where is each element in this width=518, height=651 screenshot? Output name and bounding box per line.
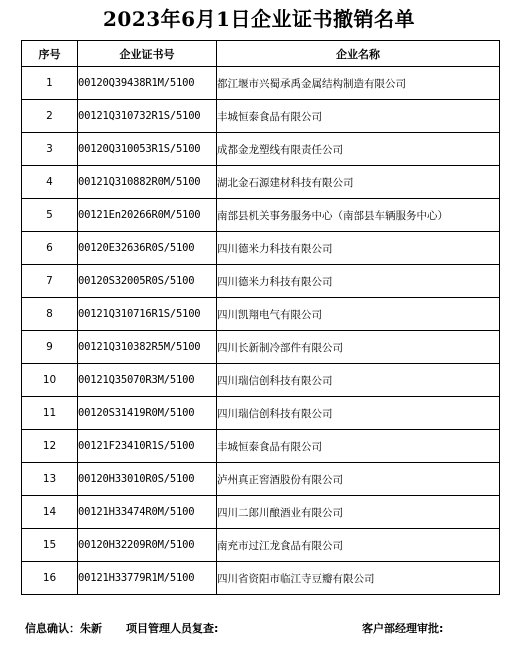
- table-row: [22, 265, 500, 298]
- row-cert-number: 00120S32005R0S/5100: [78, 265, 217, 298]
- row-company-name: 都江堰市兴蜀承禹金属结构制造有限公司: [217, 67, 500, 100]
- table-header-row: [22, 41, 500, 67]
- row-cert-number: 00121Q310732R1S/5100: [78, 100, 217, 133]
- row-seq: 16: [22, 562, 78, 595]
- row-company-name: 四川瑞信创科技有限公司: [217, 364, 500, 397]
- table-row: [22, 232, 500, 265]
- row-company-name: 丰城恒泰食品有限公司: [217, 100, 500, 133]
- row-company-name: 泸州真正窖酒股份有限公司: [217, 463, 500, 496]
- row-company-name: 四川省资阳市临江寺豆瓣有限公司: [217, 562, 500, 595]
- table-row: [22, 397, 500, 430]
- row-company-name: 湖北金石源建材科技有限公司: [217, 166, 500, 199]
- table-row: [22, 430, 500, 463]
- table-row: [22, 463, 500, 496]
- signature-footer: [0, 620, 518, 636]
- row-seq: 5: [22, 199, 78, 232]
- table-row: [22, 562, 500, 595]
- row-cert-number: 00120Q310053R1S/5100: [78, 133, 217, 166]
- row-cert-number: 00120E32636R0S/5100: [78, 232, 217, 265]
- row-company-name: 四川德米力科技有限公司: [217, 232, 500, 265]
- row-cert-number: 00120H33010R0S/5100: [78, 463, 217, 496]
- row-seq: 2: [22, 100, 78, 133]
- row-cert-number: 00121Q310382R5M/5100: [78, 331, 217, 364]
- table-row: [22, 529, 500, 562]
- row-seq: 11: [22, 397, 78, 430]
- row-seq: 3: [22, 133, 78, 166]
- row-seq: 9: [22, 331, 78, 364]
- row-seq: 13: [22, 463, 78, 496]
- header-company-name: 企业名称: [217, 41, 500, 67]
- header-seq: 序号: [22, 41, 78, 67]
- row-cert-number: 00120S31419R0M/5100: [78, 397, 217, 430]
- row-seq: 10: [22, 364, 78, 397]
- table-row: [22, 199, 500, 232]
- row-company-name: 四川德米力科技有限公司: [217, 265, 500, 298]
- row-cert-number: 00121H33779R1M/5100: [78, 562, 217, 595]
- manager-approval-label: 客户部经理审批:: [362, 622, 444, 635]
- row-seq: 15: [22, 529, 78, 562]
- row-company-name: 南充市过江龙食品有限公司: [217, 529, 500, 562]
- row-seq: 12: [22, 430, 78, 463]
- row-seq: 8: [22, 298, 78, 331]
- row-seq: 6: [22, 232, 78, 265]
- row-company-name: 四川二郎川酿酒业有限公司: [217, 496, 500, 529]
- table-row: [22, 133, 500, 166]
- table-row: [22, 331, 500, 364]
- table-row: [22, 100, 500, 133]
- row-company-name: 四川长新制冷部件有限公司: [217, 331, 500, 364]
- row-cert-number: 00121F23410R1S/5100: [78, 430, 217, 463]
- row-seq: 1: [22, 67, 78, 100]
- row-cert-number: 00121H33474R0M/5100: [78, 496, 217, 529]
- row-seq: 14: [22, 496, 78, 529]
- revocation-table: [21, 40, 500, 595]
- row-company-name: 四川凯翔电气有限公司: [217, 298, 500, 331]
- row-cert-number: 00120Q39438R1M/5100: [78, 67, 217, 100]
- row-cert-number: 00121Q35070R3M/5100: [78, 364, 217, 397]
- row-seq: 4: [22, 166, 78, 199]
- table-body: [22, 67, 500, 595]
- header-cert-number: 企业证书号: [78, 41, 217, 67]
- row-company-name: 南部县机关事务服务中心（南部县车辆服务中心）: [217, 199, 500, 232]
- row-company-name: 丰城恒泰食品有限公司: [217, 430, 500, 463]
- row-seq: 7: [22, 265, 78, 298]
- info-confirm-label: 信息确认：朱新: [25, 622, 102, 635]
- table-row: [22, 166, 500, 199]
- table-row: [22, 364, 500, 397]
- row-cert-number: 00121Q310882R0M/5100: [78, 166, 217, 199]
- table-row: [22, 67, 500, 100]
- project-review-label: 项目管理人员复查:: [126, 622, 219, 635]
- row-cert-number: 00121En20266R0M/5100: [78, 199, 217, 232]
- document-title: 2023年6月1日企业证书撤销名单: [103, 7, 415, 31]
- row-company-name: 成都金龙塑线有限责任公司: [217, 133, 500, 166]
- row-cert-number: 00120H32209R0M/5100: [78, 529, 217, 562]
- row-cert-number: 00121Q310716R1S/5100: [78, 298, 217, 331]
- table-row: [22, 496, 500, 529]
- table-row: [22, 298, 500, 331]
- row-company-name: 四川瑞信创科技有限公司: [217, 397, 500, 430]
